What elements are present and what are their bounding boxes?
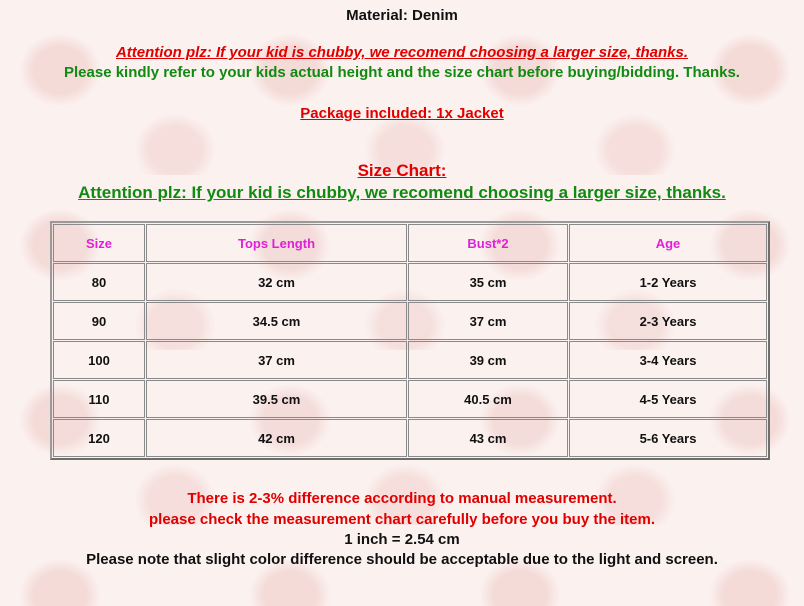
cell-size: 110 [53, 380, 145, 418]
cell-age: 2-3 Years [569, 302, 767, 340]
cell-age: 3-4 Years [569, 341, 767, 379]
cell-bust: 40.5 cm [408, 380, 568, 418]
cell-tops-length: 34.5 cm [146, 302, 407, 340]
material-text: Material: Denim [346, 7, 458, 24]
cell-tops-length: 37 cm [146, 341, 407, 379]
cell-bust: 37 cm [408, 302, 568, 340]
size-chart-attention-note: Attention plz: If your kid is chubby, we recomend choosing a larger size, thanks. [78, 183, 726, 202]
cell-bust: 35 cm [408, 263, 568, 301]
table-row [53, 341, 767, 379]
size-reference-note: Please kindly refer to your kids actual height and the size chart before buying/bidding. Thanks. [64, 64, 740, 81]
cell-bust: 43 cm [408, 419, 568, 457]
header-age: Age [569, 224, 767, 262]
header-bust: Bust*2 [408, 224, 568, 262]
cell-size: 90 [53, 302, 145, 340]
cell-size: 80 [53, 263, 145, 301]
color-difference-note: Please note that slight color difference should be acceptable due to the light and screen. [86, 551, 718, 568]
table-row [53, 419, 767, 457]
table-row [53, 302, 767, 340]
header-size: Size [53, 224, 145, 262]
cell-age: 4-5 Years [569, 380, 767, 418]
cell-bust: 39 cm [408, 341, 568, 379]
table-header-row [53, 224, 767, 262]
cell-size: 100 [53, 341, 145, 379]
header-tops-length: Tops Length [146, 224, 407, 262]
measurement-difference-note: There is 2-3% difference according to manual measurement. [187, 490, 617, 507]
cell-size: 120 [53, 419, 145, 457]
cell-age: 5-6 Years [569, 419, 767, 457]
size-chart-title: Size Chart: [357, 161, 447, 180]
cell-tops-length: 42 cm [146, 419, 407, 457]
table-row [53, 380, 767, 418]
inch-conversion-text: 1 inch = 2.54 cm [344, 531, 460, 548]
cell-age: 1-2 Years [569, 263, 767, 301]
package-included-text: Package included: 1x Jacket [300, 105, 504, 122]
cell-tops-length: 32 cm [146, 263, 407, 301]
cell-tops-length: 39.5 cm [146, 380, 407, 418]
size-chart-table [50, 221, 770, 460]
table-row [53, 263, 767, 301]
measurement-check-note: please check the measurement chart carefully before you buy the item. [148, 511, 655, 528]
attention-note-italic: Attention plz: If your kid is chubby, we recomend choosing a larger size, thanks. [115, 44, 689, 61]
